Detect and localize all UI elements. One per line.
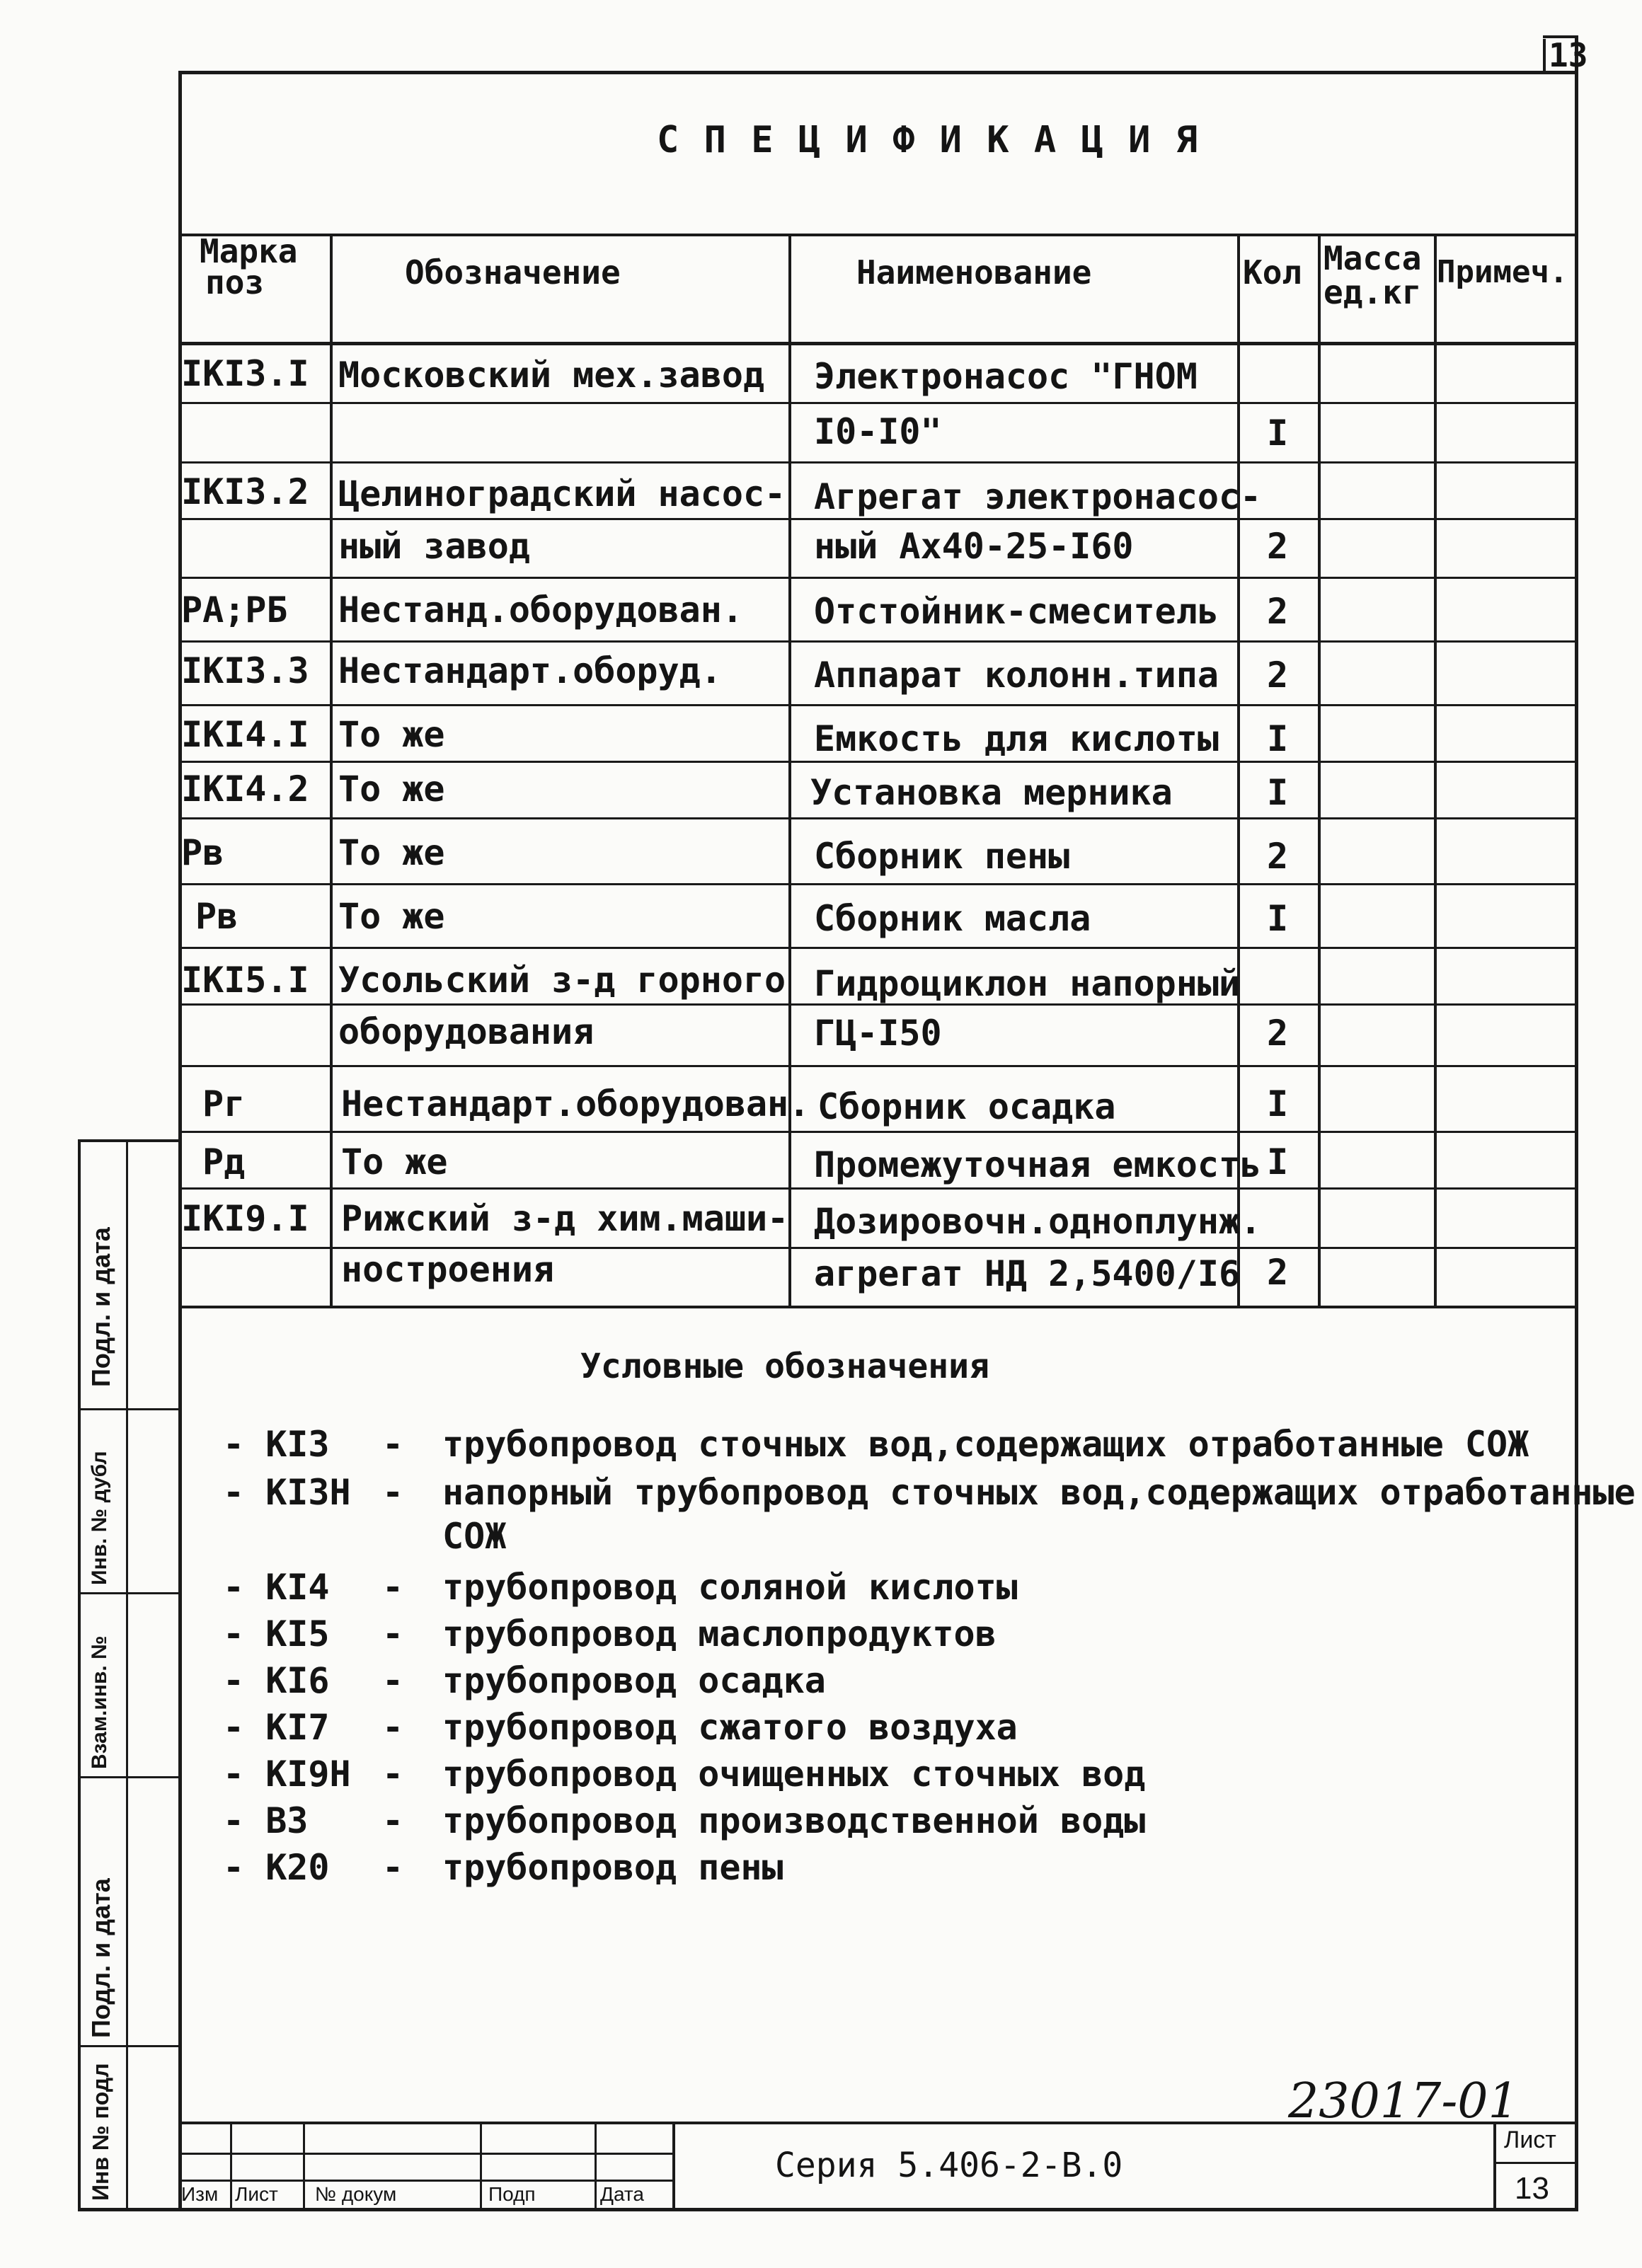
- legend-code: - B3: [223, 1800, 309, 1841]
- page-number-top: 13: [1549, 36, 1588, 74]
- legend-dash: -: [382, 1754, 404, 1795]
- legend-dash: -: [382, 1660, 404, 1701]
- cell-designation: То же: [338, 832, 445, 873]
- table-bottom-line: [178, 1306, 1578, 1308]
- cell-name: Сборник пены: [814, 836, 1070, 877]
- frame-right: [1575, 35, 1578, 2211]
- cell-qty: 2: [1267, 1252, 1289, 1293]
- col-izm-label: Изм: [181, 2183, 219, 2205]
- legend-text: трубопровод сточных вод,содержащих отработанные СОЖ: [442, 1424, 1529, 1465]
- side-stamp-top: [78, 1139, 180, 1142]
- col-line-1: [330, 234, 333, 1307]
- cell-mark: Pв: [195, 896, 239, 937]
- cell-name: Установка мерника: [810, 772, 1173, 813]
- row-line: [178, 704, 1578, 706]
- doc-number-handwritten: 23017-01: [1288, 2073, 1519, 2129]
- legend-dash: -: [382, 1847, 404, 1888]
- legend-text: трубопровод очищенных сточных вод: [442, 1754, 1146, 1795]
- title-block-row: [178, 2180, 674, 2182]
- legend-dash: -: [382, 1800, 404, 1841]
- legend-code: - KI9H: [223, 1754, 351, 1795]
- side-stamp-sep: [78, 1592, 180, 1594]
- legend-code: - KI3: [223, 1424, 330, 1465]
- cell-name: Электронасос "ГНОМ: [814, 356, 1198, 397]
- col-data-label: Дата: [600, 2183, 645, 2205]
- cell-designation: Рижский з-д хим.маши-: [341, 1198, 789, 1239]
- cell-designation: То же: [341, 1141, 448, 1182]
- cell-mark: IKI3.2: [181, 471, 309, 512]
- col-line-4: [1318, 234, 1321, 1307]
- cell-mark: IKI3.I: [181, 353, 309, 394]
- cell-designation: То же: [338, 769, 445, 810]
- cell-name: Отстойник-смеситель: [814, 591, 1219, 632]
- row-line: [178, 518, 1578, 520]
- legend-code: - KI3H: [223, 1472, 351, 1513]
- row-line: [178, 947, 1578, 949]
- title-block-col: [1493, 2122, 1496, 2211]
- cell-designation: Нестандарт.оборуд.: [338, 650, 722, 691]
- cell-name: Агрегат электронасос-: [814, 476, 1262, 517]
- cell-name: Емкость для кислоты: [814, 718, 1219, 759]
- row-line: [178, 761, 1578, 763]
- cell-name: Сборник осадка: [817, 1086, 1116, 1127]
- cell-designation: Нестандарт.оборудован.: [341, 1083, 810, 1124]
- cell-qty: 2: [1267, 526, 1289, 567]
- cell-designation: оборудования: [338, 1011, 595, 1052]
- header-name: Наименование: [856, 253, 1092, 292]
- cell-qty: I: [1267, 1083, 1289, 1124]
- title-block-col: [303, 2122, 305, 2211]
- legend-code: - KI6: [223, 1660, 330, 1701]
- title-block-col: [595, 2122, 597, 2211]
- cell-name: ГЦ-I50: [814, 1013, 942, 1054]
- header-bottom-line: [178, 342, 1578, 345]
- legend-code: - KI4: [223, 1567, 330, 1608]
- cell-qty: 2: [1267, 591, 1289, 632]
- row-line: [178, 883, 1578, 885]
- cell-designation: Московский мех.завод: [338, 355, 765, 396]
- title-block-row: [178, 2153, 674, 2155]
- row-line: [178, 577, 1578, 579]
- cell-mark: IKI4.2: [181, 769, 309, 810]
- legend-text: напорный трубопровод сточных вод,содержащих отработанные: [442, 1472, 1636, 1513]
- header-mass-line1: Масса: [1324, 239, 1422, 277]
- row-line: [178, 817, 1578, 819]
- cell-qty: 2: [1267, 836, 1289, 877]
- side-stamp-sep: [78, 1408, 180, 1410]
- cell-designation: Целиноградский насос-: [338, 473, 786, 514]
- side-label-podl-data-2: Подл. и дата: [86, 1878, 115, 2038]
- table-top-line: [178, 234, 1578, 236]
- side-label-inv-dubl: Инв. № дубл: [88, 1451, 111, 1585]
- title-block-col: [480, 2122, 482, 2211]
- legend-text: трубопровод производственной воды: [442, 1800, 1146, 1841]
- page-title: С П Е Ц И Ф И К А Ц И Я: [657, 119, 1200, 161]
- side-stamp-left: [78, 1139, 81, 2211]
- cell-designation: То же: [338, 714, 445, 755]
- side-stamp-sep: [78, 2045, 180, 2047]
- cell-designation: То же: [338, 896, 445, 937]
- sheet-number: 13: [1515, 2171, 1549, 2206]
- cell-designation: ностроения: [341, 1249, 555, 1290]
- cell-qty: I: [1267, 898, 1289, 939]
- side-label-podl-data: Подл. и дата: [86, 1227, 115, 1387]
- cell-mark: IKI3.3: [181, 650, 309, 691]
- title-block-sheet-sep: [1493, 2162, 1578, 2164]
- col-list-label: Лист: [235, 2183, 278, 2205]
- cell-qty: 2: [1267, 1013, 1289, 1054]
- cell-qty: 2: [1267, 655, 1289, 696]
- cell-qty: I: [1267, 413, 1289, 454]
- row-line: [178, 1131, 1578, 1133]
- cell-mark: IKI5.I: [181, 960, 309, 1001]
- cell-name: агрегат НД 2,5400/I6: [814, 1253, 1241, 1294]
- cell-name: ный Ах40-25-I60: [814, 526, 1134, 567]
- row-line: [178, 640, 1578, 643]
- cell-mark: Pг: [202, 1083, 246, 1124]
- legend-text: трубопровод маслопродуктов: [442, 1613, 997, 1654]
- cell-name: Сборник масла: [814, 898, 1091, 939]
- legend-text: трубопровод сжатого воздуха: [442, 1707, 1018, 1748]
- frame-right-outer: [1543, 39, 1546, 74]
- header-qty: Кол: [1243, 253, 1302, 292]
- legend-text: трубопровод соляной кислоты: [442, 1567, 1018, 1608]
- legend-dash: -: [382, 1567, 404, 1608]
- cell-name: Дозировочн.одноплунж.: [814, 1201, 1262, 1242]
- cell-designation: Усольский з-д горного: [338, 960, 786, 1001]
- legend-dash: -: [382, 1424, 404, 1465]
- cell-mark: IKI4.I: [181, 714, 309, 755]
- legend-text: трубопровод пены: [442, 1847, 783, 1888]
- side-label-inv-podl: Инв № подл: [88, 2063, 113, 2201]
- header-note: Примеч.: [1437, 254, 1568, 290]
- legend-dash: -: [382, 1707, 404, 1748]
- col-line-2: [788, 234, 791, 1307]
- title-block-col: [672, 2122, 675, 2211]
- col-doc-label: № докум: [315, 2183, 397, 2205]
- sheet-label: Лист: [1504, 2126, 1556, 2153]
- legend-code: - KI5: [223, 1613, 330, 1654]
- row-line: [178, 1187, 1578, 1190]
- legend-code: - KI7: [223, 1707, 330, 1748]
- legend-dash: -: [382, 1613, 404, 1654]
- legend-code: - K20: [223, 1847, 330, 1888]
- row-line: [178, 1065, 1578, 1067]
- cell-qty: I: [1267, 1141, 1289, 1182]
- cell-name: I0-I0": [814, 411, 942, 452]
- cell-name: Промежуточная емкость: [814, 1144, 1262, 1185]
- row-line: [178, 461, 1578, 464]
- side-stamp-mid: [126, 1139, 128, 2211]
- legend-dash: -: [382, 1472, 404, 1513]
- col-line-5: [1434, 234, 1437, 1307]
- cell-mark: PА;PБ: [181, 589, 288, 631]
- col-podp-label: Подп: [488, 2183, 536, 2205]
- header-mark-line1: Марка: [200, 232, 298, 270]
- side-stamp-sep: [78, 1776, 180, 1778]
- side-label-vzam-inv: Взам.инв. №: [88, 1635, 111, 1769]
- title-block-col: [230, 2122, 232, 2211]
- header-mark-line2: поз: [205, 263, 265, 301]
- cell-name: Аппарат колонн.типа: [814, 655, 1219, 696]
- cell-mark: Pд: [202, 1141, 246, 1182]
- cell-name: Гидроциклон напорный: [814, 963, 1241, 1004]
- cell-mark: IKI9.I: [181, 1198, 309, 1239]
- header-mass-line2: ед.кг: [1324, 273, 1422, 311]
- frame-top: [178, 71, 1578, 74]
- cell-designation: Нестанд.оборудован.: [338, 589, 743, 631]
- cell-qty: I: [1267, 718, 1289, 759]
- cell-mark: Pв: [181, 832, 224, 873]
- cell-designation: ный завод: [338, 526, 530, 567]
- row-line: [178, 402, 1578, 404]
- header-designation: Обозначение: [405, 253, 621, 292]
- cell-qty: I: [1267, 772, 1289, 813]
- series-label: Серия 5.406-2-В.0: [775, 2146, 1123, 2185]
- legend-title: Условные обозначения: [580, 1347, 989, 1386]
- legend-text: СОЖ: [442, 1516, 507, 1557]
- legend-text: трубопровод осадка: [442, 1660, 826, 1701]
